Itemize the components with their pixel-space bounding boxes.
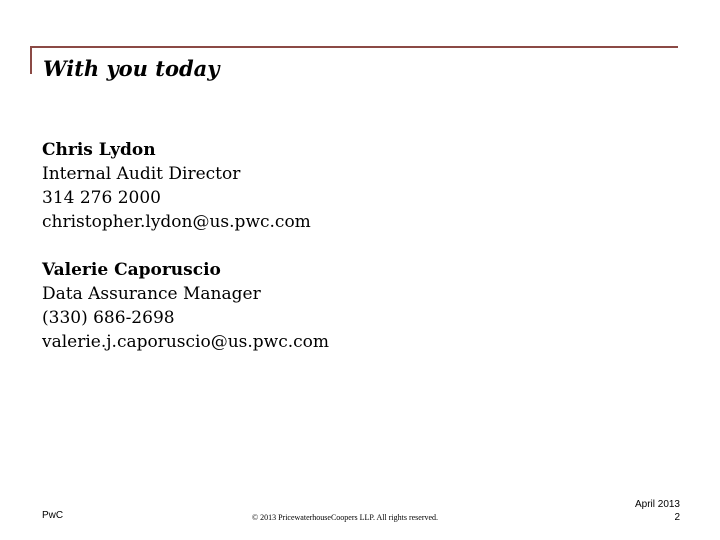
contact-email: valerie.j.caporuscio@us.pwc.com: [42, 332, 330, 352]
contact-name: Valerie Caporuscio: [42, 260, 221, 280]
slide-title: With you today: [43, 56, 220, 81]
title-rule-tick: [30, 46, 32, 74]
footer-brand: PwC: [42, 510, 64, 521]
contact-phone: 314 276 2000: [42, 188, 161, 208]
footer-date-page: [635, 498, 680, 524]
contact-phone: (330) 686-2698: [42, 308, 175, 328]
contact-card: [42, 258, 329, 354]
contact-role: Data Assurance Manager: [42, 284, 261, 304]
footer-date: April 2013: [634, 499, 680, 510]
contact-email: christopher.lydon@us.pwc.com: [42, 212, 311, 232]
contact-card: [42, 138, 311, 234]
page-number: 2: [674, 512, 680, 523]
contact-role: Internal Audit Director: [42, 164, 241, 184]
footer-copyright: © 2013 PricewaterhouseCoopers LLP. All rights reserved.: [252, 513, 439, 522]
title-rule: [30, 46, 678, 48]
contact-name: Chris Lydon: [42, 140, 156, 160]
